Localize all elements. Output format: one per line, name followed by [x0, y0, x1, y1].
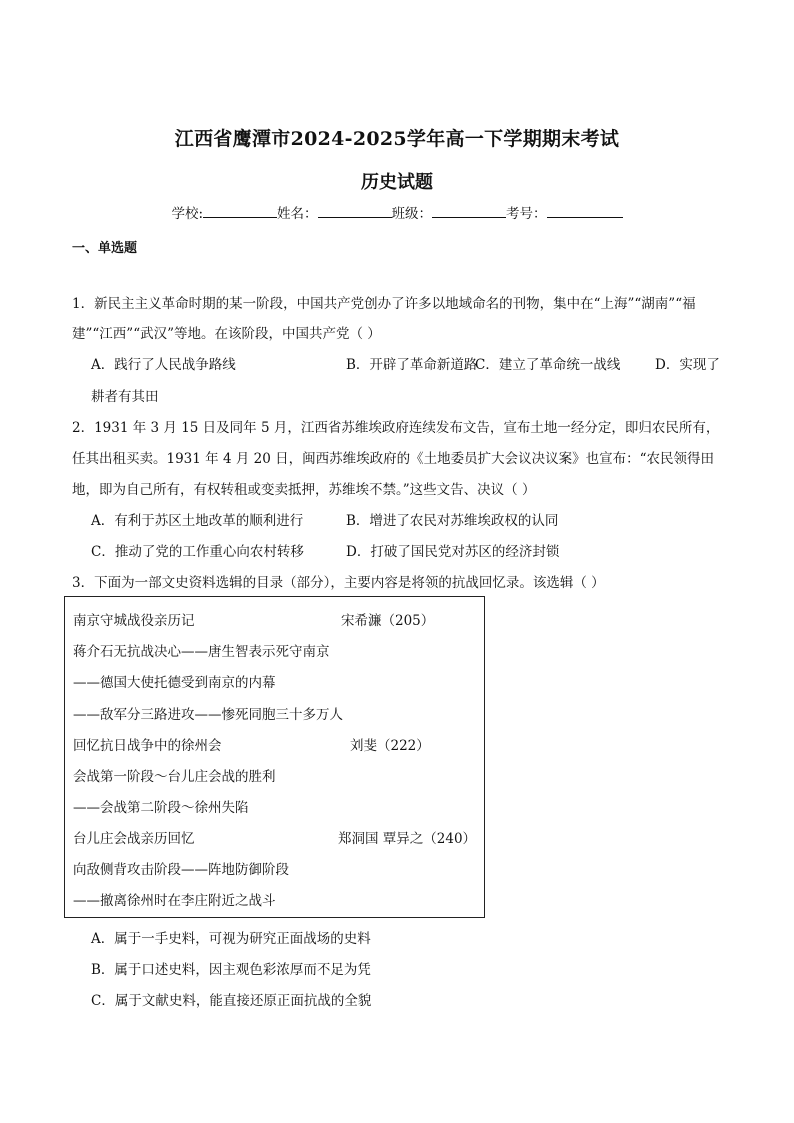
exam-number-blank[interactable]	[547, 205, 623, 218]
q1-option-d[interactable]: D．实现了	[655, 357, 720, 373]
class-label: 班级：	[391, 206, 433, 222]
q1-option-a[interactable]: A．践行了人民战争路线	[91, 357, 236, 373]
q3-option-c[interactable]: C．属于文献史料，能直接还原正面抗战的全貌	[91, 993, 372, 1009]
q3-option-b[interactable]: B．属于口述史料，因主观色彩浓厚而不足为凭	[91, 962, 371, 978]
school-label: 学校:	[171, 206, 204, 222]
toc-author: 郑洞国 覃异之（240）	[338, 831, 477, 847]
q1-option-c[interactable]: C．建立了革命统一战线	[475, 357, 621, 373]
q1-option-b[interactable]: B．开辟了革命新道路	[346, 357, 478, 373]
q2-option-c[interactable]: C．推动了党的工作重心向农村转移	[91, 544, 304, 560]
q2-stem-line3: 地，即为自己所有，有权转租或变卖抵押，苏维埃不禁。”这些文告、决议（ ）	[72, 482, 536, 498]
toc-line: 会战第一阶段～台儿庄会战的胜利	[73, 769, 276, 785]
exam-title: 江西省鹰潭市2024-2025学年高一下学期期末考试	[174, 128, 620, 150]
student-info-line	[0, 202, 794, 222]
name-blank[interactable]	[318, 205, 392, 218]
toc-line: ——敌军分三路进攻——惨死同胞三十多万人	[73, 707, 343, 723]
toc-line: ——撤离徐州时在李庄附近之战斗	[73, 893, 276, 909]
q1-stem-line1: 1．新民主主义革命时期的某一阶段，中国共产党创办了许多以地域命名的刊物，集中在“上海”“湖南”“福	[72, 296, 696, 312]
q2-option-d[interactable]: D．打破了国民党对苏区的经济封锁	[346, 544, 560, 560]
class-blank[interactable]	[432, 205, 506, 218]
toc-line: 南京守城战役亲历记	[73, 613, 195, 629]
toc-author: 宋希濂（205）	[341, 613, 435, 629]
toc-author: 刘斐（222）	[350, 738, 430, 754]
q3-stem-line1: 3．下面为一部文史资料选辑的目录（部分），主要内容是将领的抗战回忆录。该选辑（ ）	[72, 575, 605, 591]
school-blank[interactable]	[203, 205, 277, 218]
q2-stem-line1: 2．1931 年 3 月 15 日及同年 5 月，江西省苏维埃政府连续发布文告，宣布土地一经分定，即归农民所有，	[72, 420, 720, 436]
q3-option-a[interactable]: A．属于一手史料，可视为研究正面战场的史料	[91, 931, 371, 947]
table-of-contents-box	[64, 596, 485, 918]
toc-line: 蒋介石无抗战决心——唐生智表示死守南京	[73, 644, 330, 660]
exam-subtitle: 历史试题	[361, 172, 433, 193]
toc-line: 向敌侧背攻击阶段——阵地防御阶段	[73, 862, 289, 878]
toc-line: ——会战第二阶段～徐州失陷	[73, 800, 249, 816]
section-heading: 一、单选题	[72, 241, 138, 256]
exam-number-label: 考号：	[506, 206, 547, 222]
q2-stem-line2: 任其出租买卖。1931 年 4 月 20 日，闽西苏维埃政府的《土地委员扩大会议决议案》也宣布：“农民领得田	[72, 451, 714, 467]
toc-line: 回忆抗日战争中的徐州会	[73, 738, 222, 754]
q1-stem-line2: 建”“江西”“武汉”等地。在该阶段，中国共产党（ ）	[72, 326, 381, 342]
q1-option-d-continued: 耕者有其田	[91, 389, 159, 405]
name-label: 姓名：	[277, 206, 318, 222]
toc-line: 台儿庄会战亲历回忆	[73, 831, 195, 847]
q2-option-a[interactable]: A．有利于苏区土地改革的顺利进行	[91, 513, 304, 529]
toc-line: ——德国大使托德受到南京的内幕	[73, 675, 276, 691]
q2-option-b[interactable]: B．增进了农民对苏维埃政权的认同	[346, 513, 559, 529]
